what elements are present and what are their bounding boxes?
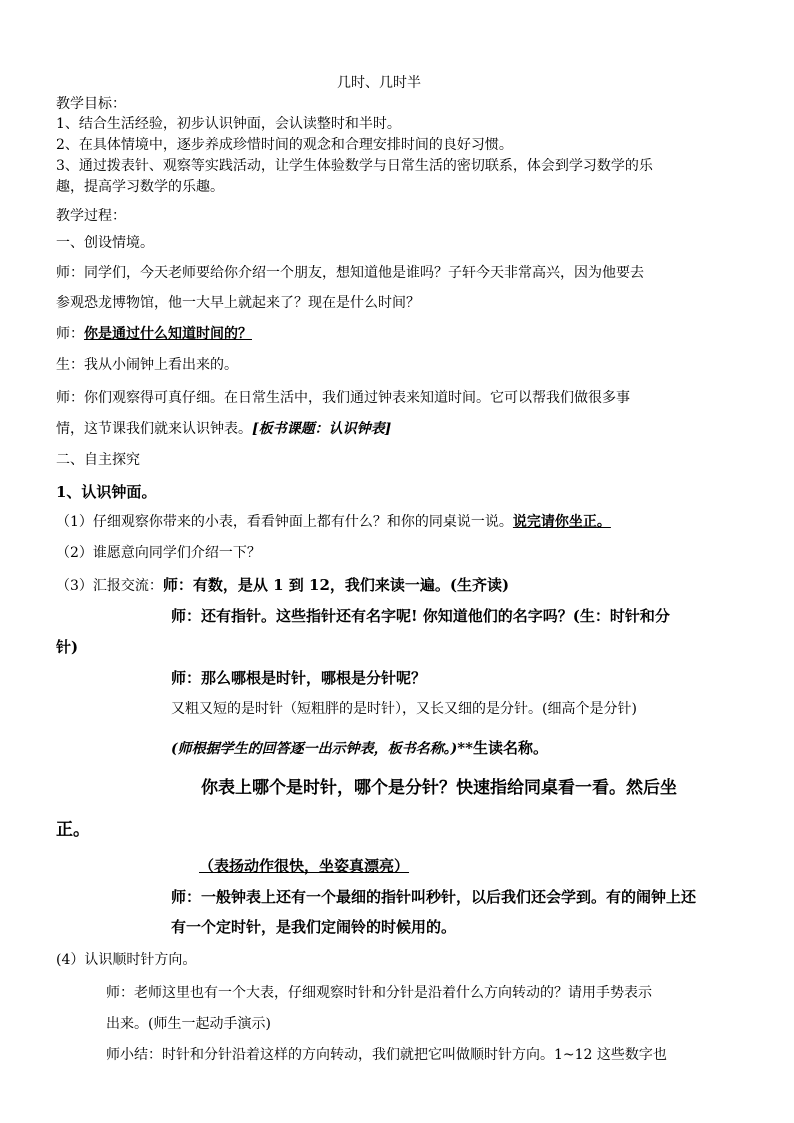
dialogue-line: 师：那么哪根是时针，哪根是分针呢？ — [171, 669, 427, 687]
dialogue-emphasis: **生读名称。 — [457, 739, 548, 757]
emphasized-question: 你是通过什么知道时间的？ — [84, 326, 252, 342]
step-line: （2）谁愿意向同学们介绍一下？ — [56, 545, 261, 561]
step-text: （1）仔细观察你带来的小表，看看钟面上都有什么？和你的同桌说一说。 — [56, 514, 513, 530]
board-note: (师根据学生的回答逐一出示钟表，板书名称。) — [171, 741, 458, 757]
goal-line: 趣，提高学习数学的乐趣。 — [56, 179, 224, 195]
goal-line: 2、在具体情境中，逐步养成珍惜时间的观念和合理安排时间的良好习惯。 — [56, 137, 513, 153]
goal-line: 1、结合生活经验，初步认识钟面，会认读整时和半时。 — [56, 116, 401, 132]
dialogue-line: 又粗又短的是时针（短粗胖的是时针），又长又细的是分针。(细高个是分针) — [171, 701, 637, 717]
speaker-label: 师： — [56, 326, 84, 342]
paragraph-line — [56, 325, 252, 343]
dialogue-line: 有一个定时针，是我们定闹铃的时候用的。 — [171, 918, 457, 936]
step-line: (4）认识顺时针方向。 — [56, 952, 197, 968]
dialogue-line: 针) — [56, 638, 79, 656]
step-line — [56, 513, 611, 531]
dialogue-line: 师小结：时针和分针沿着这样的方向转动，我们就把它叫做顺时针方向。1~12 这些数字也 — [106, 1047, 667, 1063]
section-heading: 1、认识钟面。 — [56, 483, 157, 501]
paragraph-line: 生：我从小闹钟上看出来的。 — [56, 357, 238, 373]
paragraph-line: 师：你们观察得可真仔细。在日常生活中，我们通过钟表来知道时间。它可以帮我们做很多事 — [56, 390, 630, 406]
step-line — [56, 575, 509, 595]
dialogue-line: 师：还有指针。这些指针还有名字呢! 你知道他们的名字吗？(生：时针和分 — [171, 607, 670, 625]
part-heading: 二、自主探究 — [56, 452, 140, 468]
step-emphasis: 说完请你坐正。 — [512, 514, 611, 530]
dialogue-line — [171, 738, 548, 758]
paragraph-line: 参观恐龙博物馆，他一大早上就起来了？现在是什么时间？ — [56, 295, 420, 311]
process-heading: 教学过程： — [56, 208, 126, 224]
dialogue-line: 出来。(师生一起动手演示) — [106, 1016, 271, 1032]
document-title: 几时、几时半 — [337, 75, 421, 91]
dialogue-line: 你表上哪个是时针，哪个是分针？快速指给同桌看一看。然后坐 — [201, 778, 677, 798]
step-emphasis: 师：有数，是从 1 到 12，我们来读一遍。(生齐读) — [162, 576, 510, 594]
dialogue-line: 正。 — [56, 820, 90, 840]
goals-heading: 教学目标： — [56, 96, 126, 112]
dialogue-line: 师：老师这里也有一个大表，仔细观察时针和分针是沿着什么方向转动的？请用手势表示 — [106, 985, 652, 1001]
part-heading: 一、创设情境。 — [56, 235, 154, 251]
dialogue-line: 师：一般钟表上还有一个最细的指针叫秒针，以后我们还会学到。有的闹钟上还 — [171, 888, 697, 906]
praise-note: （表扬动作很快，坐姿真漂亮） — [199, 857, 410, 875]
step-text: （3）汇报交流： — [56, 578, 163, 594]
board-note: [板书课题：认识钟表] — [252, 421, 392, 437]
paragraph-text: 情，这节课我们就来认识钟表。 — [56, 421, 252, 437]
goal-line: 3、通过拨表针、观察等实践活动，让学生体验数学与日常生活的密切联系，体会到学习数学的乐 — [56, 158, 653, 174]
paragraph-line: 师：同学们，今天老师要给你介绍一个朋友，想知道他是谁吗？子轩今天非常高兴，因为他要去 — [56, 265, 644, 281]
paragraph-line — [56, 420, 391, 438]
